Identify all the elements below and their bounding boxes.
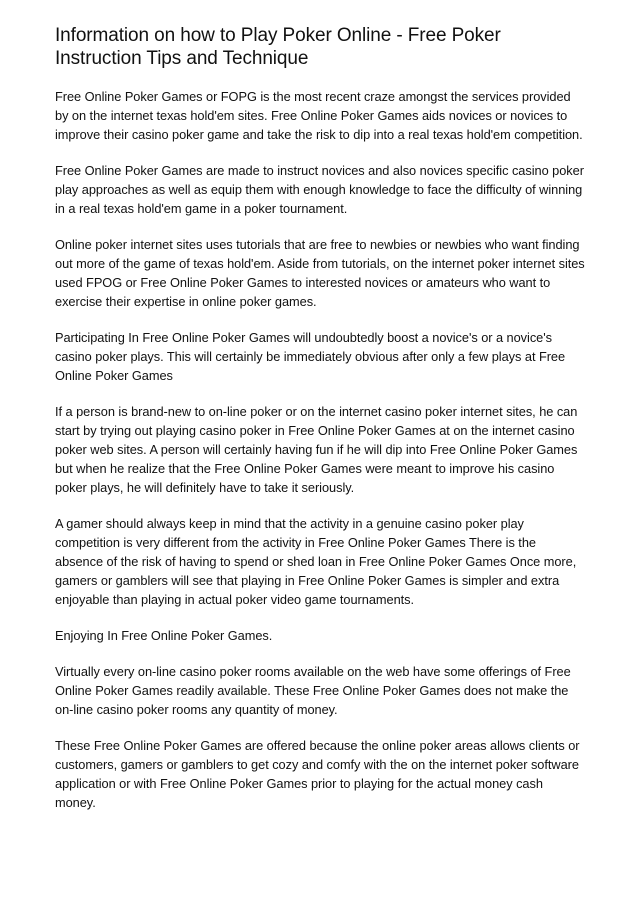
paragraph-3: Online poker internet sites uses tutorials that are free to newbies or newbies who want finding out more of the game of texas hold'em. Aside from tutorials, on the internet poker internet sites used FPOG or Free Online Poker Games to interested novices or amateurs who want to exercise their expertise in online poker games. [55, 237, 585, 309]
page-title: Information on how to Play Poker Online - Free Poker Instruction Tips and Technique [55, 25, 501, 69]
paragraph-9: These Free Online Poker Games are offered because the online poker areas allows clients or customers, gamers or gamblers to get cozy and comfy with the on the internet poker software application or with Free Online Poker Games prior to playing for the actual money cash money. [55, 738, 580, 810]
paragraph-7: Enjoying In Free Online Poker Games. [55, 628, 273, 643]
paragraph-4: Participating In Free Online Poker Games will undoubtedly boost a novice's or a novice's casino poker plays. This will certainly be immediately obvious after only a few plays at Free Online Poker Games [55, 330, 566, 383]
paragraph-6: A gamer should always keep in mind that the activity in a genuine casino poker play competition is very different from the activity in Free Online Poker Games There is the absence of the risk of having to spend or shed loan in Free Online Poker Games Once more, gamers or gamblers will see that playing in Free Online Poker Games is simpler and extra enjoyable than playing in actual poker video game tournaments. [55, 516, 577, 607]
document-page [55, 24, 585, 829]
paragraph-2: Free Online Poker Games are made to instruct novices and also novices specific casino poker play approaches as well as equip them with enough knowledge to face the difficulty of winning in a real texas hold'em game in a poker tournament. [55, 163, 584, 216]
paragraph-5: If a person is brand-new to on-line poker or on the internet casino poker internet sites, he can start by trying out playing casino poker in Free Online Poker Games at on the internet casino poker web sites. A person will certainly having fun if he will dip into Free Online Poker Games but when he realize that the Free Online Poker Games were meant to improve his casino poker plays, he will definitely have to take it seriously. [55, 404, 578, 495]
paragraph-8: Virtually every on-line casino poker rooms available on the web have some offerings of Free Online Poker Games readily available. These Free Online Poker Games does not make the on-line casino poker rooms any quantity of money. [55, 664, 571, 717]
paragraph-1: Free Online Poker Games or FOPG is the most recent craze amongst the services provided by on the internet texas hold'em sites. Free Online Poker Games aids novices or novices to improve their casino poker game and take the risk to dip into a real texas hold'em competition. [55, 89, 583, 142]
